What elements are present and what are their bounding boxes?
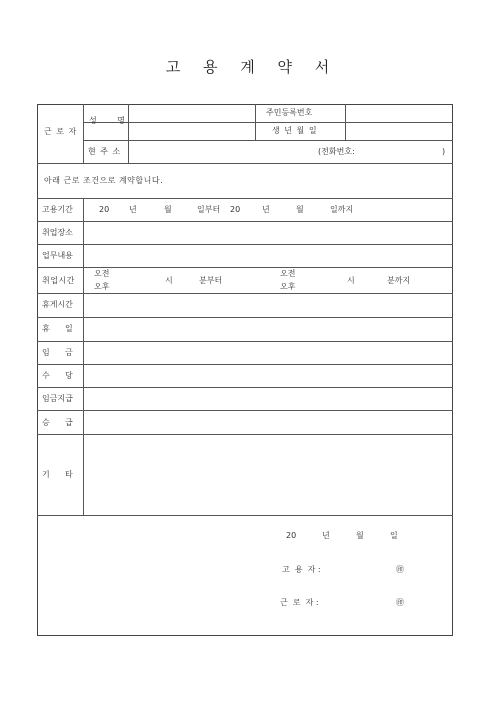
phone-label: (전화번호:	[318, 147, 355, 156]
sign-year-unit: 년	[322, 531, 330, 540]
workplace-field[interactable]	[84, 222, 452, 243]
hours-pm-option: 오후	[280, 282, 296, 291]
address-label: 현 주 소	[88, 147, 122, 156]
rrn-field[interactable]	[346, 105, 452, 121]
wage-field[interactable]	[84, 342, 452, 363]
hours-min-from: 분부터	[199, 276, 223, 285]
duties-label: 업무내용	[42, 251, 73, 260]
worker-sign-label: 근 로 자 :	[280, 598, 319, 607]
sign-year: 20	[286, 531, 297, 540]
column-divider	[83, 104, 84, 163]
birth-label: 생 년 월 일	[272, 126, 318, 135]
rrn-label: 주민등록번호	[266, 108, 313, 117]
hours-am-option: 오전	[94, 269, 110, 278]
duties-field[interactable]	[84, 245, 452, 266]
payday-label: 임금지급	[42, 394, 73, 403]
address-field[interactable]	[129, 141, 309, 162]
period-label: 고용기간	[42, 205, 73, 214]
period-year-unit: 년	[129, 205, 137, 214]
workplace-label: 취업장소	[42, 228, 73, 237]
break-field[interactable]	[84, 294, 452, 316]
allowance-label: 수 당	[42, 371, 73, 380]
sign-day-unit: 일	[390, 531, 398, 540]
worker-seal: ㊞	[396, 598, 404, 607]
wage-label: 임 금	[42, 348, 73, 357]
document-title: 고 용 계 약 서	[165, 58, 339, 76]
row-divider	[37, 267, 453, 268]
employer-label: 고 용 자 :	[282, 565, 321, 574]
raise-field[interactable]	[84, 411, 452, 433]
other-field[interactable]	[84, 435, 452, 514]
hours-hour-unit: 시	[165, 276, 173, 285]
holiday-field[interactable]	[84, 318, 452, 340]
period-year-unit: 년	[262, 205, 270, 214]
name-label: 성 명	[89, 116, 125, 125]
hours-min-to: 분까지	[387, 276, 411, 285]
allowance-field[interactable]	[84, 365, 452, 386]
birth-field[interactable]	[346, 123, 452, 139]
holiday-label: 휴 일	[42, 324, 73, 333]
employer-seal: ㊞	[396, 565, 404, 574]
period-end-year: 20	[230, 205, 241, 214]
hours-label: 취업시간	[42, 276, 75, 285]
period-day-to: 일까지	[330, 205, 354, 214]
hours-pm-option: 오후	[94, 282, 110, 291]
payday-field[interactable]	[84, 388, 452, 409]
raise-label: 승 급	[42, 418, 73, 427]
phone-close: )	[442, 147, 446, 156]
name-field[interactable]	[129, 105, 254, 139]
period-month-unit: 월	[164, 205, 172, 214]
hours-hour-unit: 시	[347, 276, 355, 285]
sign-month-unit: 월	[356, 531, 364, 540]
period-month-unit: 월	[296, 205, 304, 214]
row-divider	[37, 515, 453, 516]
worker-section-label: 근 로 자	[44, 127, 78, 136]
row-divider	[37, 163, 453, 164]
period-day-from: 일부터	[197, 205, 221, 214]
intro-text: 아래 근로 조건으로 계약합니다.	[44, 176, 164, 185]
break-label: 휴게시간	[42, 300, 73, 309]
column-divider	[255, 104, 256, 140]
hours-am-option: 오전	[280, 269, 296, 278]
period-start-year: 20	[99, 205, 110, 214]
other-label: 기 타	[42, 470, 73, 479]
row-divider	[37, 198, 453, 199]
